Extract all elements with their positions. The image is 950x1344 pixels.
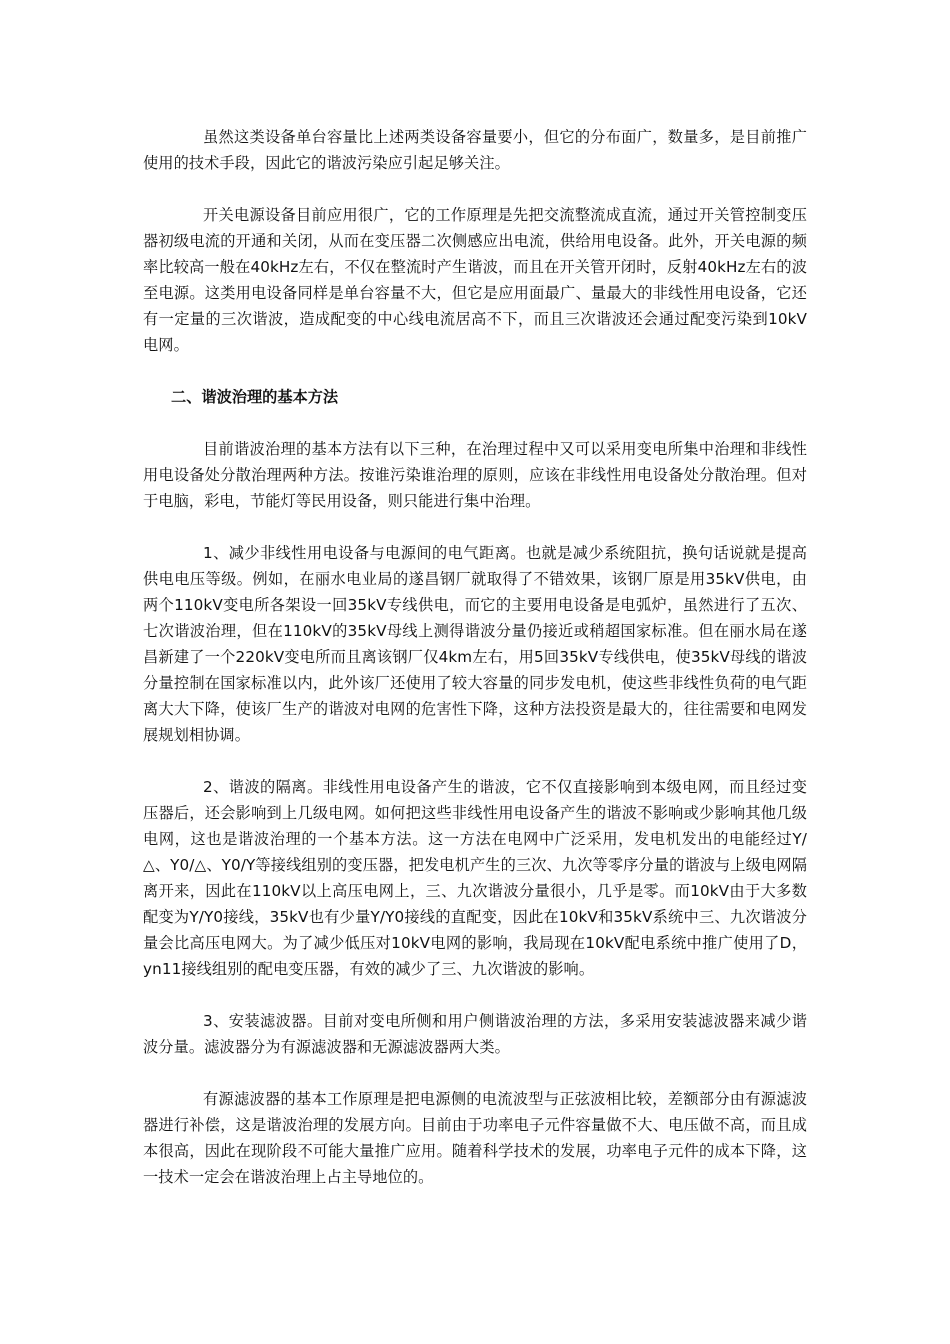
section-heading: 二、谐波治理的基本方法	[171, 388, 339, 406]
paragraph-active-filter: 有源滤波器的基本工作原理是把电源侧的电流波型与正弦波相比较，差额部分由有源滤波器进行补偿，这是谐波治理的发展方向。目前由于功率电子元件容量做不大、电压做不高，而且成本很高，因此在现阶段不可能大量推广应用。随着科学技术的发展，功率电子元件的成本下降，这一技术一定会在谐波治理上占主导地位的。	[143, 1090, 807, 1186]
paragraph-method-1: 1、减少非线性用电设备与电源间的电气距离。也就是减少系统阻抗，换句话说就是提高供电电压等级。例如，在丽水电业局的遂昌钢厂就取得了不错效果，该钢厂原是用35kV供电，由两个110kV变电所各架设一回35kV专线供电，而它的主要用电设备是电弧炉，虽然进行了五次、七次谐波治理，但在110kV的35kV母线上测得谐波分量仍接近或稍超国家标准。但在丽水局在遂昌新建了一个220kV变电所而且离该钢厂仅4km左右，用5回35kV专线供电，使35kV母线的谐波分量控制在国家标准以内，此外该厂还使用了较大容量的同步发电机，使这些非线性负荷的电气距离大大下降，使该厂生产的谐波对电网的危害性下降，这种方法投资是最大的，往往需要和电网发展规划相协调。	[143, 544, 807, 744]
paragraph-basic-methods: 目前谐波治理的基本方法有以下三种，在治理过程中又可以采用变电所集中治理和非线性用电设备处分散治理两种方法。按谁污染谁治理的原则，应该在非线性用电设备处分散治理。但对于电脑，彩电，节能灯等民用设备，则只能进行集中治理。	[143, 440, 807, 510]
paragraph-device-capacity: 虽然这类设备单台容量比上述两类设备容量要小，但它的分布面广，数量多，是目前推广使用的技术手段，因此它的谐波污染应引起足够关注。	[143, 128, 807, 172]
document-body	[143, 124, 807, 1216]
paragraph-method-3: 3、安装滤波器。目前对变电所侧和用户侧谐波治理的方法，多采用安装滤波器来减少谐波分量。滤波器分为有源滤波器和无源滤波器两大类。	[143, 1012, 807, 1056]
paragraph-method-2: 2、谐波的隔离。非线性用电设备产生的谐波，它不仅直接影响到本级电网，而且经过变压器后，还会影响到上几级电网。如何把这些非线性用电设备产生的谐波不影响或少影响其他几级电网，这也是谐波治理的一个基本方法。这一方法在电网中广泛采用，发电机发出的电能经过Y/△、Y0/△、Y0/Y等接线组别的变压器，把发电机产生的三次、九次等零序分量的谐波与上级电网隔离开来，因此在110kV以上高压电网上，三、九次谐波分量很小，几乎是零。而10kV由于大多数配变为Y/Y0接线，35kV也有少量Y/Y0接线的直配变，因此在10kV和35kV系统中三、九次谐波分量会比高压电网大。为了减少低压对10kV电网的影响，我局现在10kV配电系统中推广使用了D，yn11接线组别的配电变压器，有效的减少了三、九次谐波的影响。	[143, 778, 807, 978]
paragraph-switching-power-supply: 开关电源设备目前应用很广，它的工作原理是先把交流整流成直流，通过开关管控制变压器初级电流的开通和关闭，从而在变压器二次侧感应出电流，供给用电设备。此外，开关电源的频率比较高一般在40kHz左右，不仅在整流时产生谐波，而且在开关管开闭时，反射40kHz左右的波至电源。这类用电设备同样是单台容量不大，但它是应用面最广、量最大的非线性用电设备，它还有一定量的三次谐波，造成配变的中心线电流居高不下，而且三次谐波还会通过配变污染到10kV电网。	[143, 206, 807, 354]
